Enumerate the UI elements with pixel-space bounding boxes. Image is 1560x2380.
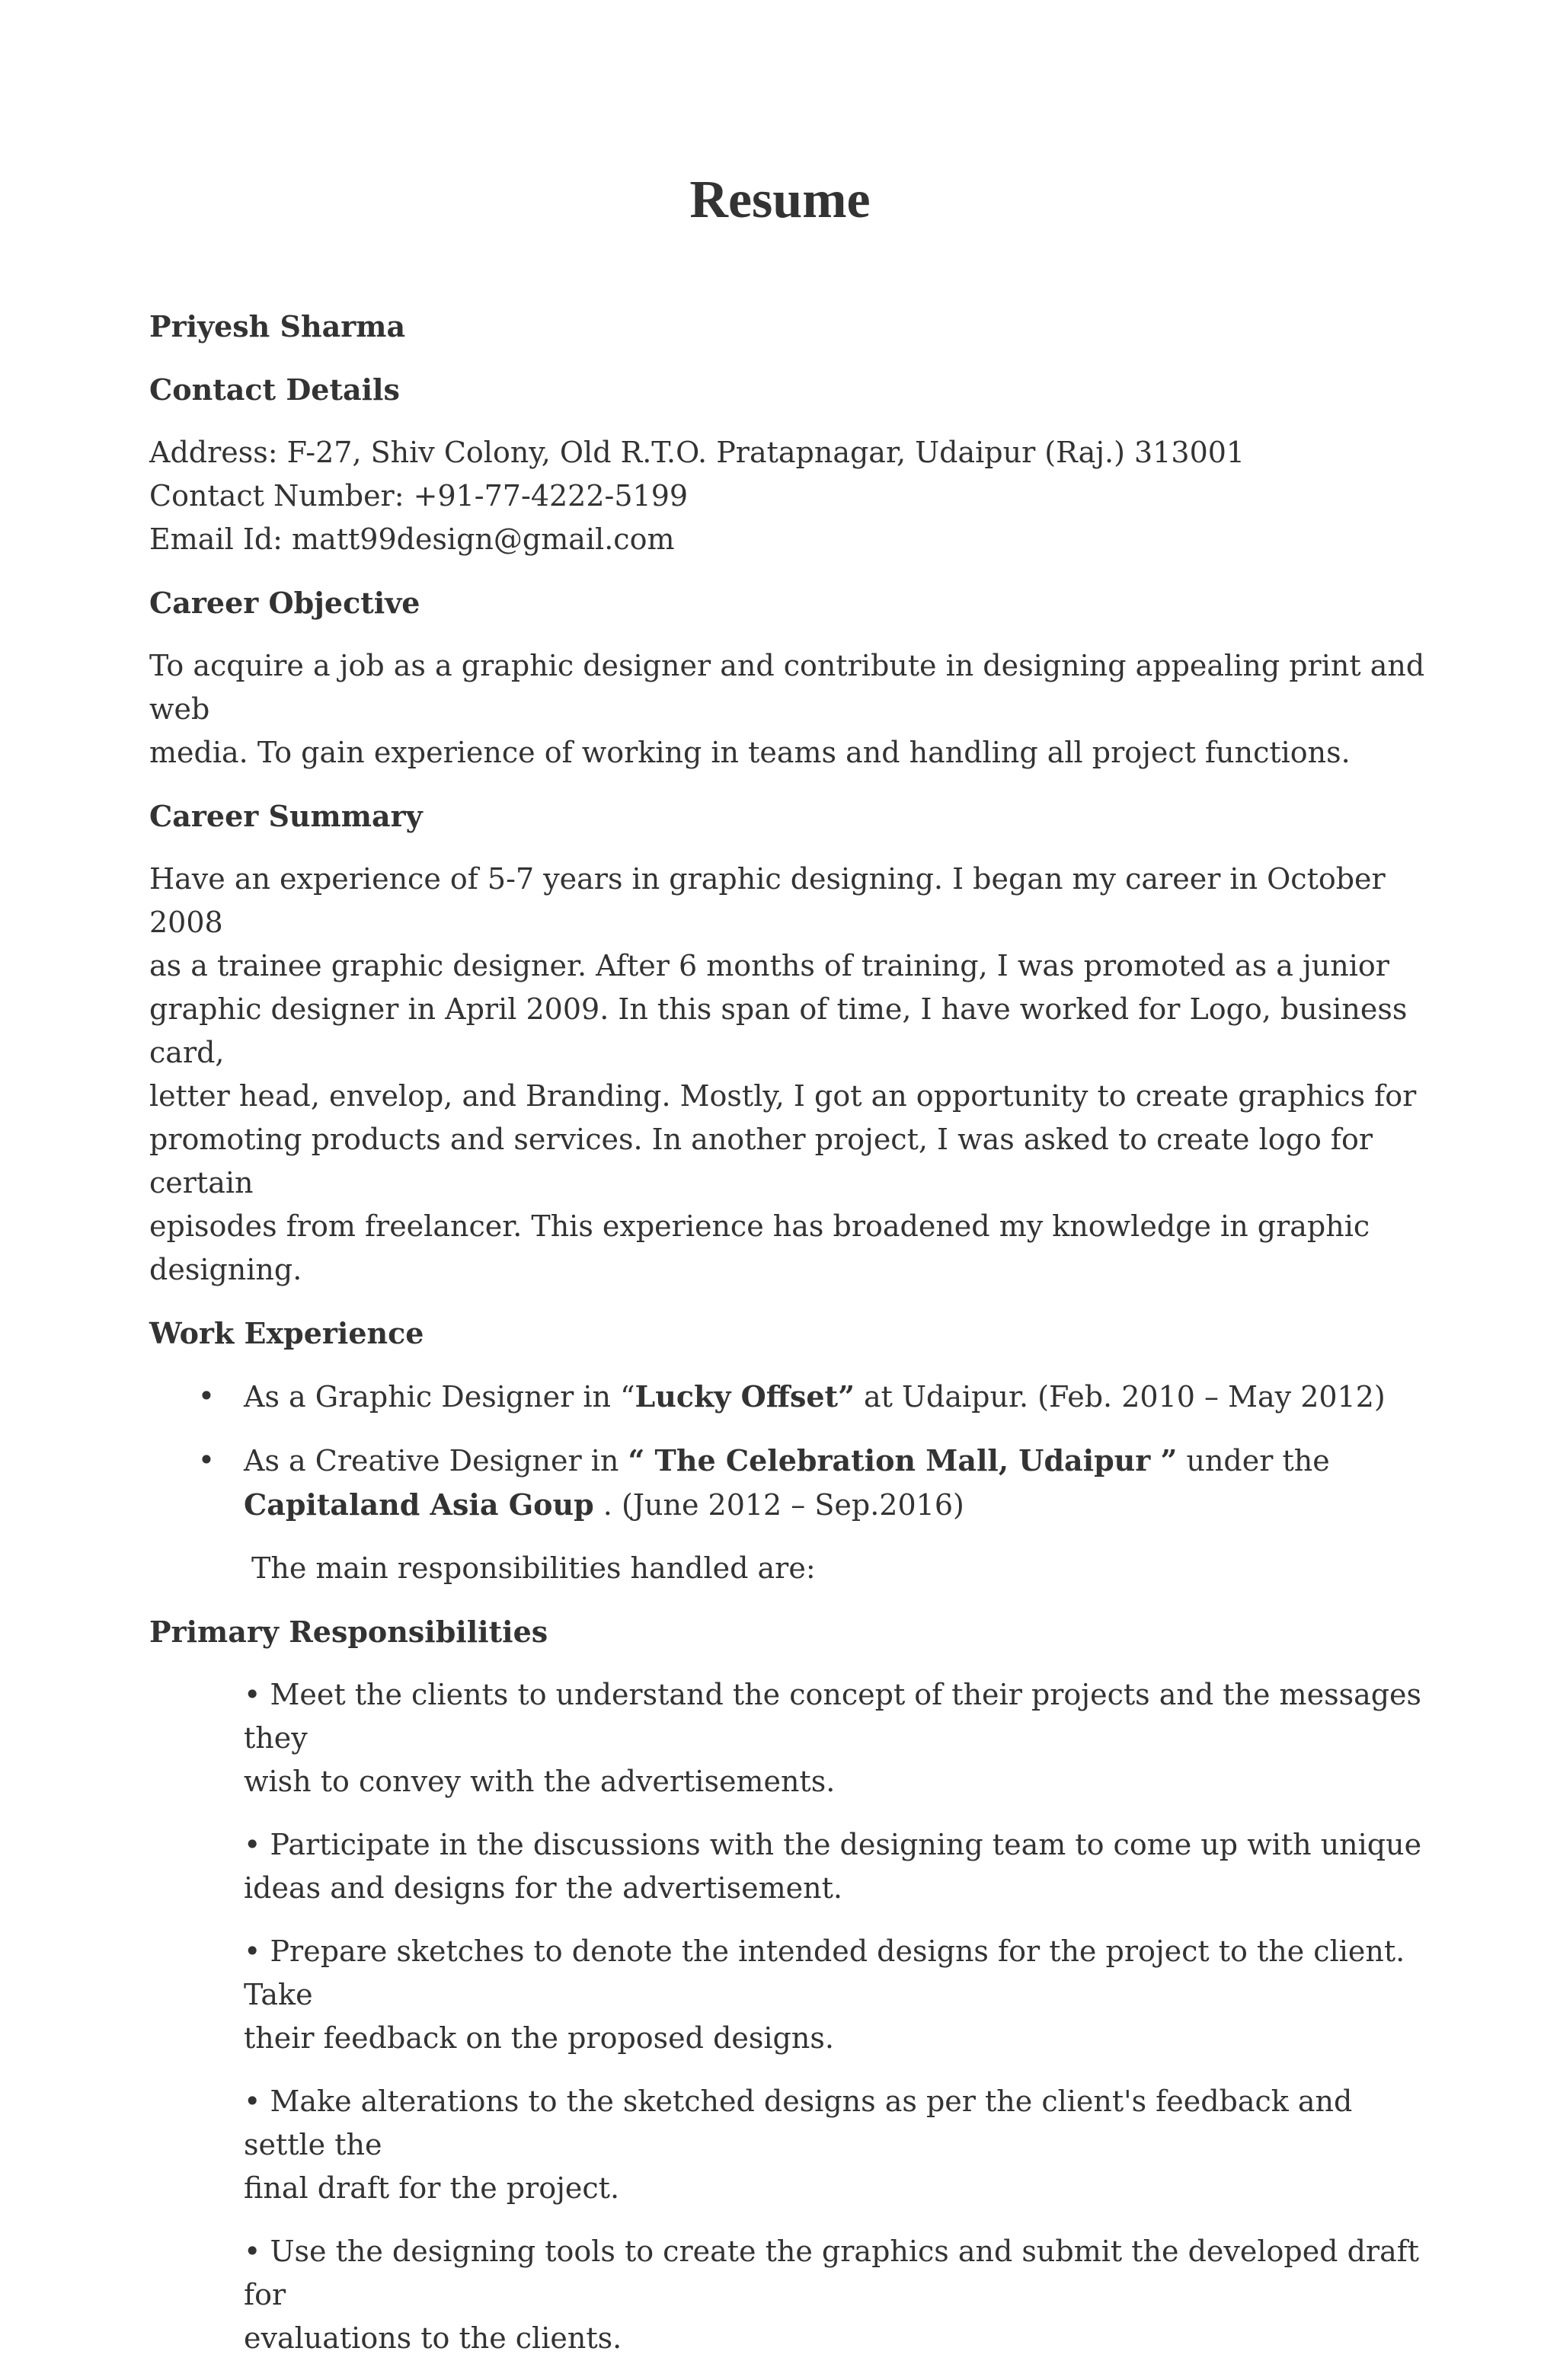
bullet-icon: • <box>197 1443 216 1477</box>
responsibility-line: wish to convey with the advertisements. <box>244 1765 836 1798</box>
contact-details <box>149 431 1429 561</box>
candidate-name: Priyesh Sharma <box>149 309 406 343</box>
responsibility-item <box>244 2080 1429 2210</box>
responsibility-item <box>244 2230 1429 2360</box>
summary-line: promoting products and services. In another project, I was asked to create logo for certain <box>149 1123 1373 1200</box>
objective-text <box>149 644 1429 775</box>
work-list <box>149 1375 1429 1527</box>
summary-text <box>149 858 1429 1292</box>
work-item <box>149 1375 1429 1419</box>
resume-content <box>149 305 1429 2380</box>
contact-address: Address: F-27, Shiv Colony, Old R.T.O. Pratapnagar, Udaipur (Raj.) 313001 <box>149 436 1245 469</box>
work-item-details: under the <box>1177 1444 1330 1478</box>
work-item-text: As a Creative Designer in <box>244 1444 628 1478</box>
contact-phone: Contact Number: +91-77-4222-5199 <box>149 479 689 513</box>
responsibility-line: final draft for the project. <box>244 2171 620 2205</box>
summary-line: letter head, envelop, and Branding. Mostly, I got an opportunity to create graphics for <box>149 1079 1417 1113</box>
responsibility-line: • Meet the clients to understand the concept of their projects and the messages they <box>244 1678 1422 1755</box>
responsibilities-list <box>149 1673 1429 2360</box>
contact-heading: Contact Details <box>149 372 400 407</box>
summary-line: episodes from freelancer. This experience has broadened my knowledge in graphic <box>149 1209 1370 1243</box>
objective-heading: Career Objective <box>149 586 420 620</box>
summary-heading: Career Summary <box>149 799 423 833</box>
responsibility-line: their feedback on the proposed designs. <box>244 2021 834 2055</box>
summary-line: graphic designer in April 2009. In this span of time, I have worked for Logo, business card, <box>149 992 1408 1069</box>
work-item-employer: Lucky Offset” <box>635 1379 855 1414</box>
summary-line: designing. <box>149 1253 302 1286</box>
objective-line: media. To gain experience of working in teams and handling all project functions. <box>149 736 1351 769</box>
work-item-dates: . (June 2012 – Sep.2016) <box>593 1488 964 1522</box>
summary-line: Have an experience of 5-7 years in graphic designing. I began my career in October 2008 <box>149 862 1386 939</box>
contact-email: Email Id: matt99design@gmail.com <box>149 522 675 556</box>
responsibilities-heading: Primary Responsibilities <box>149 1615 548 1649</box>
responsibility-item <box>244 1673 1429 1803</box>
responsibility-line: ideas and designs for the advertisement. <box>244 1871 842 1905</box>
responsibility-line: • Use the designing tools to create the graphics and submit the developed draft for <box>244 2235 1420 2311</box>
work-item-details: at Udaipur. (Feb. 2010 – May 2012) <box>854 1380 1386 1414</box>
responsibility-line: • Prepare sketches to denote the intended designs for the project to the client. Take <box>244 1934 1405 2011</box>
responsibility-line: • Participate in the discussions with the designing team to come up with unique <box>244 1828 1422 1861</box>
work-item-group: Capitaland Asia Goup <box>244 1487 594 1522</box>
work-item <box>149 1439 1429 1527</box>
page-title: Resume <box>689 171 871 229</box>
objective-line: To acquire a job as a graphic designer and contribute in designing appealing print and web <box>149 649 1425 726</box>
summary-line: as a trainee graphic designer. After 6 months of training, I was promoted as a junior <box>149 949 1389 982</box>
bullet-icon: • <box>197 1379 216 1413</box>
responsibility-line: evaluations to the clients. <box>244 2321 622 2355</box>
work-item-employer: “ The Celebration Mall, Udaipur ” <box>628 1443 1178 1478</box>
responsibilities-intro: The main responsibilities handled are: <box>251 1551 816 1585</box>
responsibility-line: • Make alterations to the sketched designs as per the client's feedback and settle the <box>244 2084 1353 2161</box>
work-item-text: As a Graphic Designer in “ <box>244 1380 635 1414</box>
work-heading: Work Experience <box>149 1316 424 1350</box>
responsibility-item <box>244 1930 1429 2060</box>
responsibility-item <box>244 1823 1429 1910</box>
